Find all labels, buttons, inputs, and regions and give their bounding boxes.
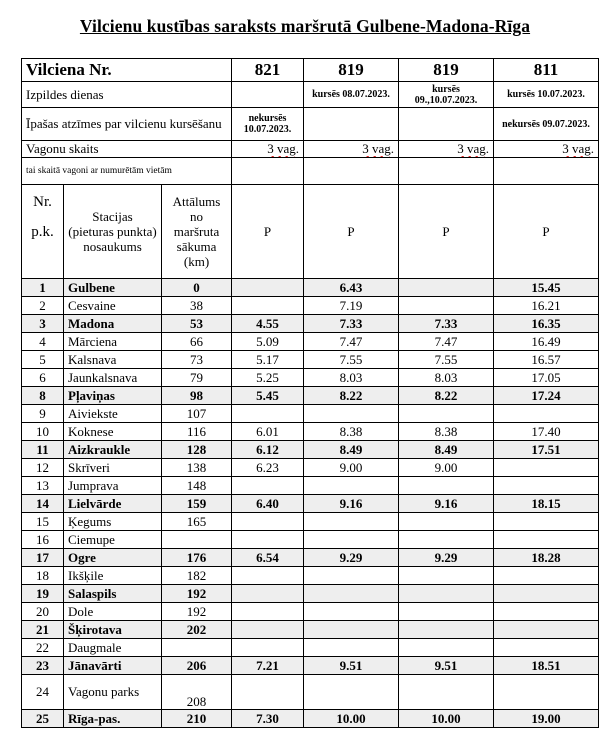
departure-time: 7.33: [399, 315, 494, 333]
distance-km: 0: [162, 279, 232, 297]
days-cell: kursēs 08.07.2023.: [304, 82, 399, 108]
table-row: [22, 657, 599, 675]
train-number: 819: [304, 59, 399, 82]
departure-time: [399, 585, 494, 603]
row-number: 21: [22, 621, 64, 639]
row-number: 6: [22, 369, 64, 387]
row-number: 14: [22, 495, 64, 513]
row-number: 23: [22, 657, 64, 675]
departure-time: 16.49: [494, 333, 599, 351]
departure-time: 19.00: [494, 710, 599, 728]
station-name: Cesvaine: [64, 297, 162, 315]
table-row: [22, 315, 599, 333]
station-name: Aiviekste: [64, 405, 162, 423]
table-row: [22, 585, 599, 603]
table-row: [22, 621, 599, 639]
departure-time: [399, 279, 494, 297]
station-name: Ikšķile: [64, 567, 162, 585]
departure-time: [494, 621, 599, 639]
distance-km: 128: [162, 441, 232, 459]
col-header-type: P: [232, 185, 304, 279]
departure-time: 10.00: [399, 710, 494, 728]
departure-time: 5.09: [232, 333, 304, 351]
departure-time: 8.22: [304, 387, 399, 405]
table-row: [22, 369, 599, 387]
distance-km: 73: [162, 351, 232, 369]
departure-time: [232, 477, 304, 495]
departure-time: 7.30: [232, 710, 304, 728]
departure-time: 6.43: [304, 279, 399, 297]
page-title: Vilcienu kustības saraksts maršrutā Gulbene-Madona-Rīga: [79, 16, 531, 36]
row-number: 25: [22, 710, 64, 728]
departure-time: [399, 531, 494, 549]
row-number: 11: [22, 441, 64, 459]
departure-time: [399, 477, 494, 495]
departure-time: 7.19: [304, 297, 399, 315]
distance-km: 202: [162, 621, 232, 639]
row-number: 8: [22, 387, 64, 405]
departure-time: [232, 531, 304, 549]
distance-km: 159: [162, 495, 232, 513]
distance-km: 192: [162, 603, 232, 621]
departure-time: [304, 603, 399, 621]
departure-time: [232, 567, 304, 585]
departure-time: [399, 405, 494, 423]
wagons-cell: 3 vag.: [232, 141, 304, 158]
departure-time: 9.51: [304, 657, 399, 675]
departure-time: 6.54: [232, 549, 304, 567]
departure-time: [232, 603, 304, 621]
days-cell: [232, 82, 304, 108]
distance-km: [162, 531, 232, 549]
numbered-cell: [399, 158, 494, 185]
departure-time: 15.45: [494, 279, 599, 297]
station-name: Pļaviņas: [64, 387, 162, 405]
departure-time: [399, 513, 494, 531]
distance-km: 165: [162, 513, 232, 531]
station-name: Ķegums: [64, 513, 162, 531]
col-header-type: P: [304, 185, 399, 279]
station-name: Koknese: [64, 423, 162, 441]
station-name: Daugmale: [64, 639, 162, 657]
row-number: 9: [22, 405, 64, 423]
train-number: 811: [494, 59, 599, 82]
table-row: [22, 531, 599, 549]
table-row: [22, 387, 599, 405]
table-row: [22, 477, 599, 495]
departure-time: 9.16: [304, 495, 399, 513]
departure-time: 8.38: [304, 423, 399, 441]
departure-time: 9.29: [304, 549, 399, 567]
station-name: Kalsnava: [64, 351, 162, 369]
departure-time: [494, 477, 599, 495]
row-number: 3: [22, 315, 64, 333]
distance-km: 98: [162, 387, 232, 405]
row-number: 18: [22, 567, 64, 585]
station-name: Šķirotava: [64, 621, 162, 639]
departure-time: [399, 603, 494, 621]
departure-time: 9.29: [399, 549, 494, 567]
notes-cell: nekursēs 09.07.2023.: [494, 108, 599, 141]
table-row: [22, 351, 599, 369]
station-name: Vagonu parks: [64, 675, 162, 710]
table-row: [22, 441, 599, 459]
notes-label: Īpašas atzīmes par vilcienu kursēšanu: [22, 108, 232, 141]
table-row: [22, 459, 599, 477]
departure-time: [494, 675, 599, 710]
days-cell: kursēs 10.07.2023.: [494, 82, 599, 108]
departure-time: [304, 567, 399, 585]
timetable: [21, 58, 599, 728]
numbered-cell: [304, 158, 399, 185]
departure-time: 7.55: [304, 351, 399, 369]
distance-km: 206: [162, 657, 232, 675]
distance-km: [162, 639, 232, 657]
table-row: [22, 567, 599, 585]
departure-time: [304, 621, 399, 639]
departure-time: 9.51: [399, 657, 494, 675]
station-name: Jumprava: [64, 477, 162, 495]
station-name: Lielvārde: [64, 495, 162, 513]
departure-time: 8.49: [399, 441, 494, 459]
departure-time: 8.38: [399, 423, 494, 441]
distance-km: 79: [162, 369, 232, 387]
departure-time: 8.49: [304, 441, 399, 459]
departure-time: 5.45: [232, 387, 304, 405]
departure-time: [232, 513, 304, 531]
distance-km: 182: [162, 567, 232, 585]
departure-time: 16.35: [494, 315, 599, 333]
table-row: [22, 603, 599, 621]
numbered-cell: [232, 158, 304, 185]
row-number: 15: [22, 513, 64, 531]
departure-time: [304, 585, 399, 603]
train-number: 819: [399, 59, 494, 82]
row-number: 19: [22, 585, 64, 603]
departure-time: [494, 639, 599, 657]
row-number: 2: [22, 297, 64, 315]
row-number: 10: [22, 423, 64, 441]
notes-cell: [399, 108, 494, 141]
distance-km: 107: [162, 405, 232, 423]
distance-km: 138: [162, 459, 232, 477]
departure-time: 17.24: [494, 387, 599, 405]
table-row: [22, 549, 599, 567]
wagons-cell: 3 vag.: [304, 141, 399, 158]
departure-time: [399, 639, 494, 657]
days-label: Izpildes dienas: [22, 82, 232, 108]
departure-time: [494, 405, 599, 423]
table-row: [22, 279, 599, 297]
departure-time: 9.00: [304, 459, 399, 477]
departure-time: [232, 297, 304, 315]
distance-km: 176: [162, 549, 232, 567]
distance-km: 38: [162, 297, 232, 315]
station-name: Dole: [64, 603, 162, 621]
train-number-label: Vilciena Nr.: [22, 59, 232, 82]
distance-km: 148: [162, 477, 232, 495]
departure-time: [399, 297, 494, 315]
table-row: [22, 405, 599, 423]
station-name: Madona: [64, 315, 162, 333]
departure-time: [494, 459, 599, 477]
notes-cell: nekursēs 10.07.2023.: [232, 108, 304, 141]
table-row: [22, 710, 599, 728]
departure-time: 17.40: [494, 423, 599, 441]
departure-time: [399, 621, 494, 639]
table-row: [22, 495, 599, 513]
station-name: Gulbene: [64, 279, 162, 297]
train-number: 821: [232, 59, 304, 82]
departure-time: [232, 675, 304, 710]
departure-time: 18.51: [494, 657, 599, 675]
wagons-label: Vagonu skaits: [22, 141, 232, 158]
departure-time: 5.25: [232, 369, 304, 387]
departure-time: 4.55: [232, 315, 304, 333]
table-row: [22, 675, 599, 710]
notes-cell: [304, 108, 399, 141]
distance-km: 208: [162, 675, 232, 710]
departure-time: [494, 567, 599, 585]
distance-km: 53: [162, 315, 232, 333]
departure-time: [494, 513, 599, 531]
departure-time: [304, 675, 399, 710]
departure-time: [304, 513, 399, 531]
departure-time: 7.55: [399, 351, 494, 369]
departure-time: 6.01: [232, 423, 304, 441]
departure-time: 7.47: [304, 333, 399, 351]
departure-time: [232, 405, 304, 423]
distance-km: 192: [162, 585, 232, 603]
departure-time: 6.40: [232, 495, 304, 513]
station-name: Skrīveri: [64, 459, 162, 477]
station-name: Ciemupe: [64, 531, 162, 549]
row-number: 16: [22, 531, 64, 549]
row-number: 20: [22, 603, 64, 621]
departure-time: 9.16: [399, 495, 494, 513]
departure-time: 5.17: [232, 351, 304, 369]
col-header-nr: Nr. p.k.: [22, 185, 64, 279]
departure-time: [232, 279, 304, 297]
row-number: 17: [22, 549, 64, 567]
departure-time: [304, 477, 399, 495]
col-header-distance: Attālums no maršruta sākuma (km): [162, 185, 232, 279]
departure-time: [494, 531, 599, 549]
departure-time: 16.21: [494, 297, 599, 315]
departure-time: 18.28: [494, 549, 599, 567]
distance-km: 116: [162, 423, 232, 441]
departure-time: [399, 567, 494, 585]
departure-time: 17.51: [494, 441, 599, 459]
wagons-cell: 3 vag.: [399, 141, 494, 158]
row-number: 13: [22, 477, 64, 495]
departure-time: 7.47: [399, 333, 494, 351]
departure-time: 16.57: [494, 351, 599, 369]
departure-time: [232, 621, 304, 639]
departure-time: 17.05: [494, 369, 599, 387]
departure-time: [304, 405, 399, 423]
departure-time: [304, 531, 399, 549]
departure-time: 8.03: [399, 369, 494, 387]
departure-time: 8.03: [304, 369, 399, 387]
col-header-type: P: [494, 185, 599, 279]
distance-km: 210: [162, 710, 232, 728]
distance-km: 66: [162, 333, 232, 351]
departure-time: [232, 585, 304, 603]
departure-time: [399, 675, 494, 710]
table-row: [22, 297, 599, 315]
table-row: [22, 639, 599, 657]
departure-time: 10.00: [304, 710, 399, 728]
col-header-type: P: [399, 185, 494, 279]
station-name: Jaunkalsnava: [64, 369, 162, 387]
departure-time: 9.00: [399, 459, 494, 477]
station-name: Mārciena: [64, 333, 162, 351]
numbered-seats-label: tai skaitā vagoni ar numurētām vietām: [22, 158, 232, 185]
departure-time: 8.22: [399, 387, 494, 405]
station-name: Ogre: [64, 549, 162, 567]
departure-time: [494, 585, 599, 603]
col-header-station: Stacijas (pieturas punkta) nosaukums: [64, 185, 162, 279]
numbered-cell: [494, 158, 599, 185]
wagons-cell: 3 vag.: [494, 141, 599, 158]
row-number: 24: [22, 675, 64, 710]
departure-time: 6.12: [232, 441, 304, 459]
row-number: 4: [22, 333, 64, 351]
departure-time: 7.33: [304, 315, 399, 333]
departure-time: 7.21: [232, 657, 304, 675]
table-row: [22, 423, 599, 441]
departure-time: 18.15: [494, 495, 599, 513]
departure-time: [304, 639, 399, 657]
departure-time: [494, 603, 599, 621]
departure-time: 6.23: [232, 459, 304, 477]
days-cell: kursēs 09.,10.07.2023.: [399, 82, 494, 108]
row-number: 22: [22, 639, 64, 657]
station-name: Rīga-pas.: [64, 710, 162, 728]
table-row: [22, 333, 599, 351]
station-name: Salaspils: [64, 585, 162, 603]
table-row: [22, 513, 599, 531]
row-number: 1: [22, 279, 64, 297]
departure-time: [232, 639, 304, 657]
row-number: 5: [22, 351, 64, 369]
station-name: Aizkraukle: [64, 441, 162, 459]
row-number: 12: [22, 459, 64, 477]
station-name: Jānavārti: [64, 657, 162, 675]
